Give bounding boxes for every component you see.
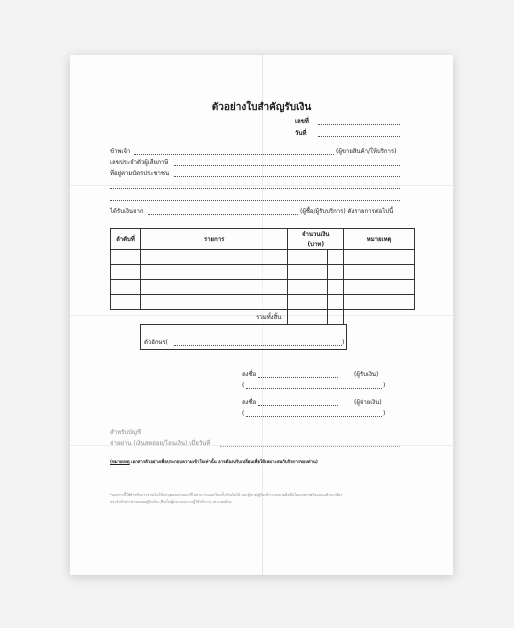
date-field xyxy=(318,136,400,137)
col-header-no: ลำดับที่ xyxy=(111,229,141,250)
payer-name-open: ( xyxy=(242,410,245,417)
amount-in-words-box xyxy=(140,324,347,350)
received-from-suffix: (ผู้ซื้อ/ผู้รับบริการ) ดังรายการต่อไปนี้ xyxy=(300,208,394,215)
number-label: เลขที่ xyxy=(295,118,309,125)
receipt-document xyxy=(70,55,453,575)
remark-note: (หมายเหตุ เอกสารตัวอย่างเพื่อประกอบความเข้าใจเท่านั้น อาจต้องปรับเปลี่ยนเพื่อให้เหมาะสมกับกิจการของท่าน) xyxy=(110,460,318,465)
date-label: วันที่ xyxy=(295,130,307,137)
footnote-line-2: ประจำตัวประชาชนของผู้รับเงิน (ซึ่งเป็นผู้ประกอบการ/ผู้ให้บริการ) ประกอบด้วย xyxy=(110,500,232,504)
col-header-amount: จำนวนเงิน (บาท) xyxy=(288,229,344,250)
document-title: ตัวอย่างใบสำคัญรับเงิน xyxy=(211,102,312,113)
payer-role: (ผู้จ่ายเงิน) xyxy=(354,399,382,406)
footnote-line-1: *เอกสารนี้ใช้สำหรับการจ่ายเงินให้แก่บุคคลธรรมดาที่ไม่สามารถออกใบเสร็จรับเงินได้ และผู้ขาย/ผู้รับบริการลงลายมือชื่อในเอกสารพร้อมแนบสำเนาบัตร xyxy=(110,493,343,497)
payer-sign-field xyxy=(258,405,338,406)
payer-sign-label: ลงชื่อ xyxy=(242,399,257,406)
col-header-remark: หมายเหตุ xyxy=(344,229,415,250)
address-field-1 xyxy=(174,176,400,177)
table-row xyxy=(111,295,415,310)
table-row xyxy=(111,280,415,295)
receiver-sign-label: ลงชื่อ xyxy=(242,371,257,378)
receiver-sign-field xyxy=(258,377,338,378)
table-row xyxy=(111,250,415,265)
table-row xyxy=(111,265,415,280)
receiver-name-close: ) xyxy=(383,382,386,389)
amount-in-words-label: ตัวอักษร( xyxy=(144,339,169,346)
receiver-name-field xyxy=(246,388,382,389)
items-table xyxy=(110,228,415,325)
number-field xyxy=(318,124,400,125)
receiver-name-open: ( xyxy=(242,382,245,389)
total-label: รวมทั้งสิ้น xyxy=(256,314,282,322)
total-row xyxy=(111,310,415,325)
payer-name-close: ) xyxy=(383,410,386,417)
accounting-label: สำหรับบัญชี xyxy=(110,429,142,436)
payer-name-field xyxy=(134,154,334,155)
address-field-2 xyxy=(110,188,400,189)
payer-name-suffix: (ผู้ขายสินค้า/ให้บริการ) xyxy=(336,148,397,155)
accounting-expense-label: จ่ายผ่าน (เงินสดย่อย/โอนเงิน) เมื่อวันที่ xyxy=(110,440,211,447)
payer-name-label: ข้าพเจ้า xyxy=(110,148,131,155)
address-field-3 xyxy=(110,200,400,201)
tax-id-field xyxy=(174,165,400,166)
address-label: ที่อยู่ตามบัตรประชาชน xyxy=(110,170,170,177)
amount-in-words-close: ) xyxy=(342,339,345,346)
col-header-item: รายการ xyxy=(140,229,287,250)
paper-fold-horizontal-1 xyxy=(70,185,453,186)
receiver-role: (ผู้รับเงิน) xyxy=(354,371,379,378)
received-from-label: ได้รับเงินจาก xyxy=(110,208,144,215)
accounting-date-field xyxy=(220,446,400,447)
received-from-field xyxy=(148,214,298,215)
tax-id-label: เลขประจำตัวผู้เสียภาษี xyxy=(110,159,169,166)
amount-in-words-field xyxy=(174,345,342,346)
payer-name-field xyxy=(246,416,382,417)
table-header-row xyxy=(111,229,415,250)
amount-unit: (บาท) xyxy=(307,241,325,248)
